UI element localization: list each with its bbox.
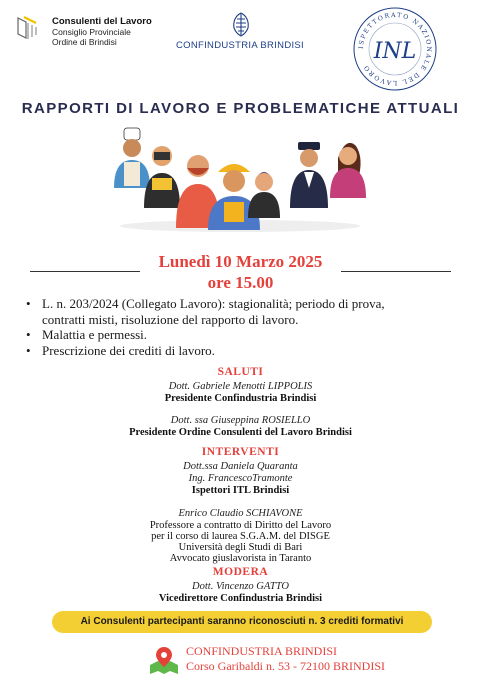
speaker-name: Dott. ssa Giuseppina ROSIELLO <box>170 415 311 426</box>
credits-banner: Ai Consulenti partecipanti saranno riconosciuti n. 3 crediti formativi <box>52 611 432 633</box>
topic-item-continuation: contratti misti, risoluzione del rapporto di lavoro. <box>42 311 299 327</box>
speaker-name: Dott.ssa Daniela Quaranta <box>183 461 298 472</box>
speaker-bio-line: Avvocato giuslavorista in Taranto <box>169 553 312 564</box>
workers-illustration <box>100 118 380 233</box>
confindustria-emblem-icon <box>227 10 255 38</box>
speaker-name: Dott. Vincenzo GATTO <box>192 581 289 592</box>
chef-figure <box>114 128 150 188</box>
speaker-name: Enrico Claudio SCHIAVONE <box>178 508 303 519</box>
itl-ring-text: ISPETTORATO NAZIONALE DEL LAVORO <box>357 11 433 87</box>
woman-figure <box>330 143 366 198</box>
confindustria-name: CONFINDUSTRIA BRINDISI <box>176 40 304 51</box>
pilot-figure <box>290 142 328 208</box>
topics-list <box>20 296 470 358</box>
speaker-bio-line: per il corso di laurea S.G.A.M. del DISGE <box>151 531 330 542</box>
speaker-role: Vicedirettore Confindustria Brindisi <box>158 593 323 604</box>
cdl-sub2: Ordine di Brindisi <box>52 37 117 47</box>
topic-item: • Prescrizione dei crediti di lavoro. <box>26 342 215 358</box>
page-title: RAPPORTI DI LAVORO E PROBLEMATICHE ATTUALI <box>21 100 460 117</box>
speaker-bio-line: Professore a contratto di Diritto del Lavoro <box>149 520 332 531</box>
cdl-sub1: Consiglio Provinciale <box>52 27 131 37</box>
itl-seal-graphic <box>352 6 438 92</box>
speaker-role: Presidente Ordine Consulenti del Lavoro Brindisi <box>129 427 352 438</box>
woman-cap-figure <box>248 172 280 218</box>
speaker-role: Presidente Confindustria Brindisi <box>164 393 317 404</box>
itl-monogram: INL <box>373 39 417 64</box>
venue-name: CONFINDUSTRIA BRINDISI <box>186 644 338 658</box>
venue-address: Corso Garibaldi n. 53 - 72100 BRINDISI <box>186 659 385 673</box>
topic-item: • Malattia e permessi. <box>26 327 148 342</box>
event-time: ore 15.00 <box>207 273 274 292</box>
confindustria-logo <box>170 10 310 55</box>
modera-heading: MODERA <box>212 566 269 578</box>
speaker-role: Ispettori ITL Brindisi <box>191 485 290 496</box>
construction-worker-figure <box>208 164 260 230</box>
cdl-logo-icon <box>14 14 42 42</box>
speaker-name: Dott. Gabriele Menotti LIPPOLIS <box>168 381 313 392</box>
cdl-name: Consulenti del Lavoro <box>52 16 152 27</box>
cdl-logo <box>14 12 174 52</box>
map-pin-icon <box>148 645 180 675</box>
interventi-heading: INTERVENTI <box>201 446 280 458</box>
saluti-heading: SALUTI <box>217 366 264 378</box>
event-date: Lunedì 10 Marzo 2025 <box>158 252 323 271</box>
speaker-bio-line: Università degli Studi di Bari <box>178 542 303 553</box>
speaker-name: Ing. FrancescoTramonte <box>188 473 293 484</box>
topic-item: • L. n. 203/2024 (Collegato Lavoro): stagionalità; periodo di prova, <box>26 296 385 311</box>
photographer-figure <box>144 146 180 208</box>
itl-seal <box>352 6 438 92</box>
